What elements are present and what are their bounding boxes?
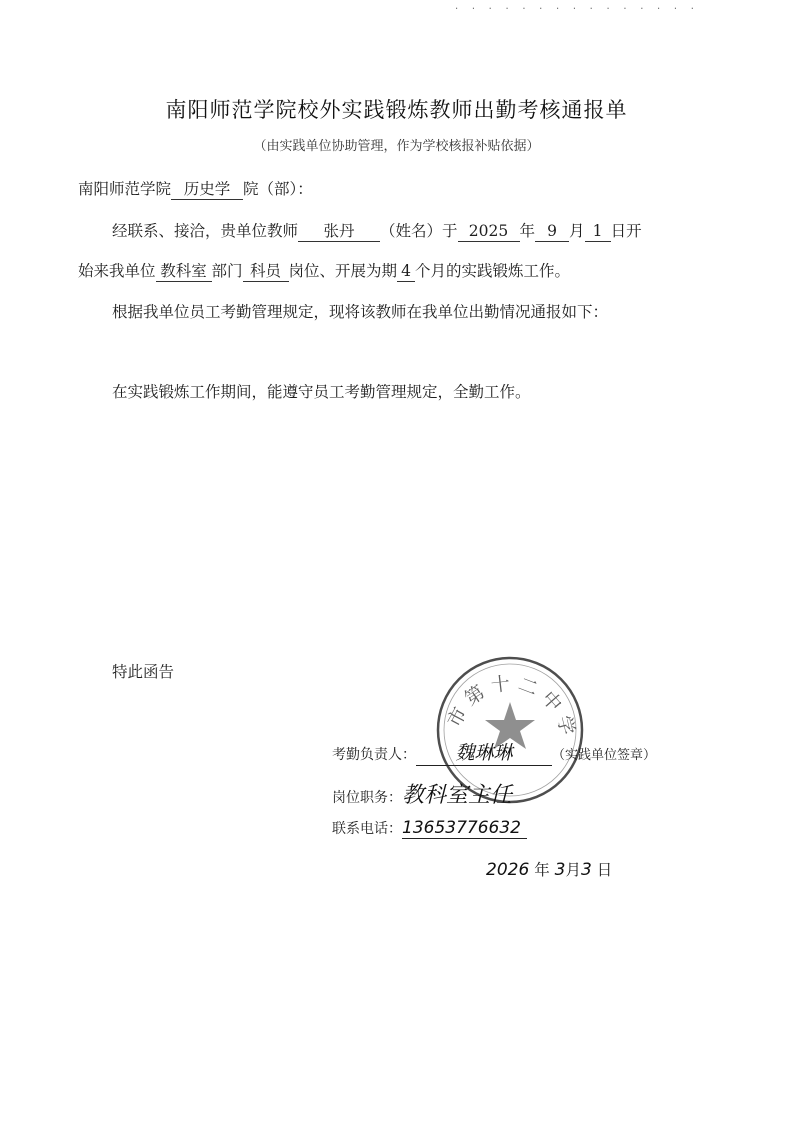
position-row (332, 778, 512, 809)
sign-month-unit: 月 (565, 861, 581, 879)
paragraph-2: 根据我单位员工考勤管理规定，现将该教师在我单位出勤情况通报如下： (112, 303, 609, 321)
addressee-suffix: 院（部）： (243, 180, 313, 198)
paragraph-1-line-1 (112, 219, 642, 242)
paragraph-1-line-2 (78, 259, 570, 282)
closing-text: 特此函告 (112, 663, 175, 681)
para1b-text-1: 始来我单位 (78, 262, 156, 280)
phone-row (332, 818, 527, 839)
college-field: 历史学 (171, 180, 243, 200)
scan-marks: . . . . . . . . . . . . . . . (453, 2, 698, 12)
addressee-prefix: 南阳师范学院 (78, 180, 172, 198)
responsible-row (332, 738, 656, 766)
sign-year: 2026 (486, 860, 530, 880)
start-year-field: 2025 (458, 222, 520, 242)
sign-month: 3 (554, 860, 566, 880)
para1-text-2: （姓名）于 (380, 222, 458, 240)
seal-note: （实践单位签章） (552, 748, 657, 763)
responsible-label: 考勤负责人： (332, 747, 416, 763)
addressee-line (78, 177, 313, 200)
day-unit: 日开 (610, 222, 642, 240)
sign-year-unit: 年 (534, 861, 550, 879)
stamp-text: 市第十二中学 (443, 672, 580, 744)
teacher-name-field: 张丹 (298, 222, 380, 242)
duration-months-field: 4 (397, 262, 415, 282)
position-label: 岗位职务： (332, 790, 402, 806)
attendance-result: 在实践锻炼工作期间，能遵守员工考勤管理规定，全勤工作。 (112, 383, 531, 401)
para1-text-1: 经联系、接洽，贵单位教师 (112, 222, 299, 240)
para1b-text-3: 岗位、开展为期 (288, 262, 398, 280)
department-field: 教科室 (156, 262, 212, 282)
para1b-text-4: 个月的实践锻炼工作。 (415, 262, 571, 280)
document-title: 南阳师范学院校外实践锻炼教师出勤考核通报单 (165, 98, 628, 122)
responsible-signature: 魏琳琳 (416, 738, 552, 766)
sign-date (486, 858, 612, 880)
start-day-field: 1 (585, 222, 611, 242)
phone-label: 联系电话： (332, 821, 402, 837)
start-month-field: 9 (535, 222, 569, 242)
para1b-text-2: 部门 (211, 262, 243, 280)
post-field: 科员 (243, 262, 289, 282)
sign-day: 3 (581, 860, 592, 880)
phone-handwritten: 13653776632 (402, 818, 527, 839)
position-signature: 教科室主任 (402, 783, 513, 808)
sign-day-unit: 日 (596, 861, 613, 879)
document-subtitle: （由实践单位协助管理，作为学校核报补贴依据） (253, 139, 540, 154)
year-unit: 年 (519, 222, 536, 240)
month-unit: 月 (569, 222, 585, 240)
